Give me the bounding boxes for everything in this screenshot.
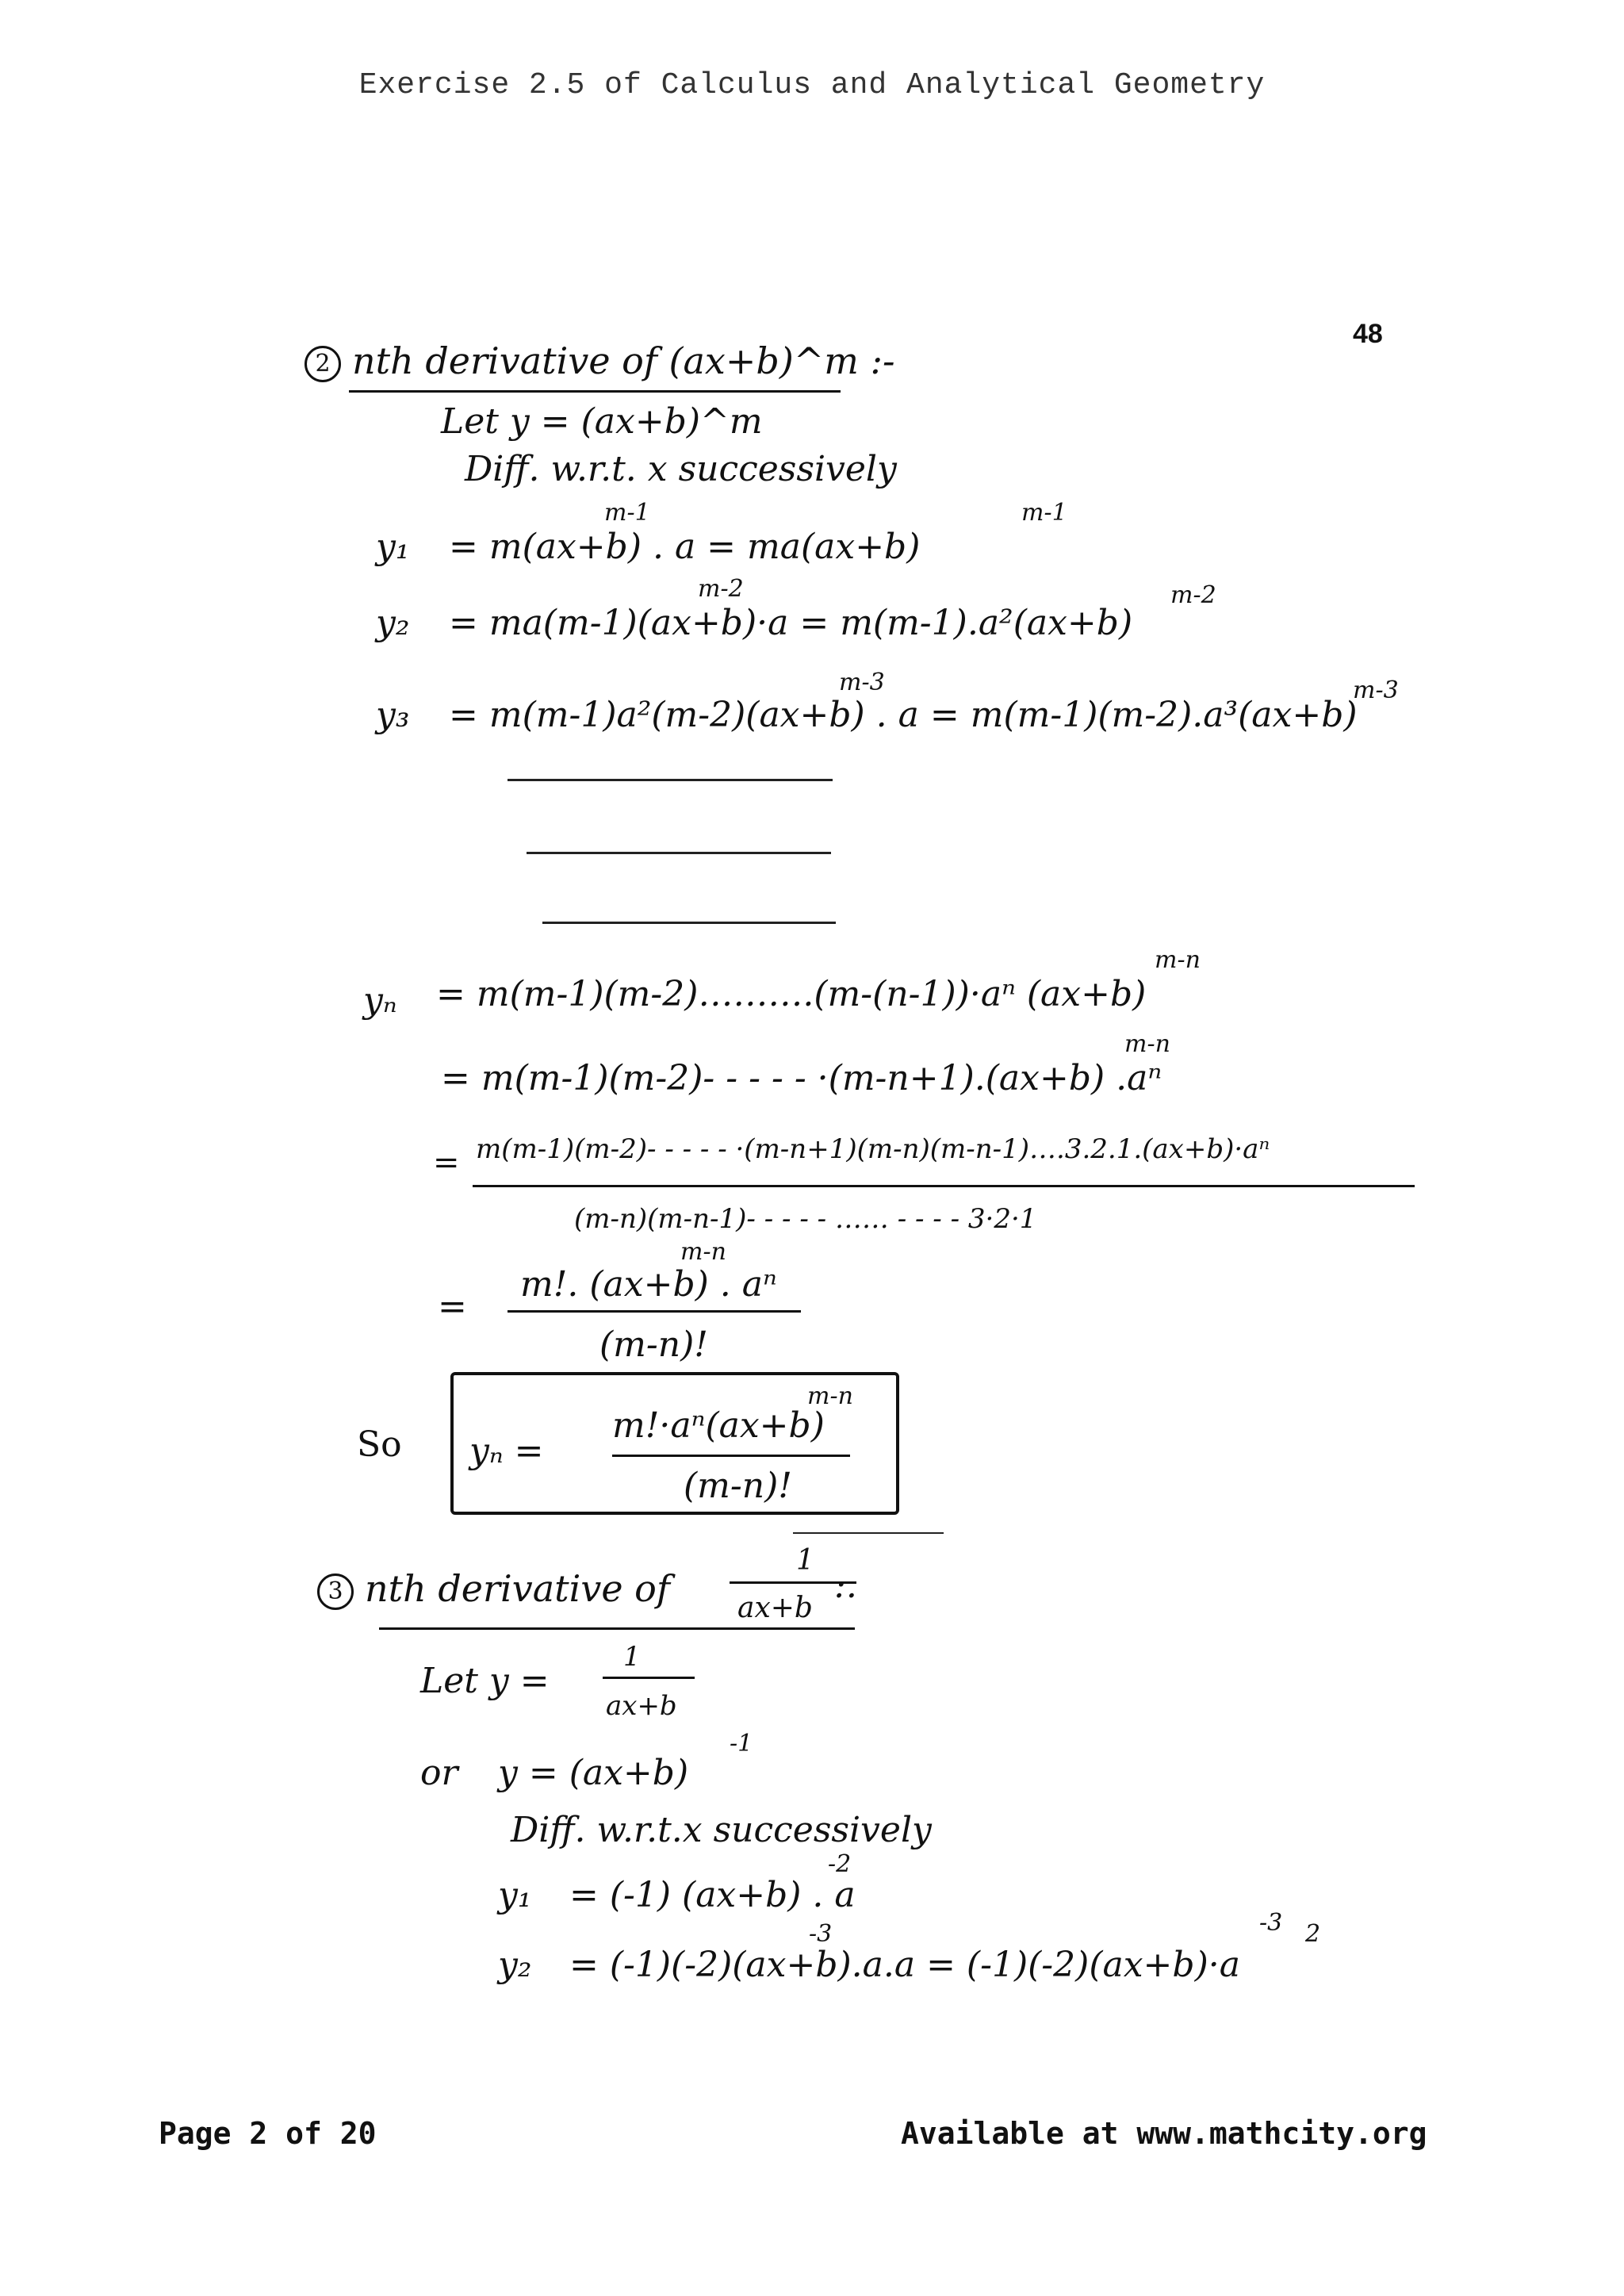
q2-yn-line4-exp: m-n <box>680 1238 726 1266</box>
q3-let-bar <box>603 1677 695 1679</box>
q3-title-frac-num: 1 <box>796 1544 814 1577</box>
q2-yn-line4-num: m!. (ax+b) . aⁿ <box>520 1264 777 1305</box>
q2-yn-line4-den: (m-n)! <box>599 1324 708 1365</box>
q3-number-circle: 3 <box>317 1573 354 1610</box>
q2-y3-exp2: m-3 <box>1353 677 1399 704</box>
q3-y2-exp2: -3 <box>1259 1909 1283 1937</box>
page-header: Exercise 2.5 of Calculus and Analytical Geometry <box>358 68 1266 102</box>
q3-title-underline <box>379 1627 855 1630</box>
q2-yn-line4-bar <box>508 1310 801 1313</box>
q2-y1-lhs: y₁ <box>376 527 410 567</box>
q2-boxed-den: (m-n)! <box>684 1466 792 1506</box>
q3-title-text: nth derivative of <box>365 1567 670 1610</box>
q3-y1-lhs: y₁ <box>498 1875 532 1915</box>
q3-diff: Diff. w.r.t.x successively <box>511 1810 932 1850</box>
q2-title-underline <box>349 390 841 393</box>
q2-boxed-lhs: yₙ = <box>469 1431 544 1471</box>
q2-y1-exp2: m-1 <box>1021 499 1067 527</box>
q3-y1: = (-1) (ax+b) . a <box>569 1875 856 1915</box>
page-number-mark: 48 <box>1353 319 1383 349</box>
q2-boxed-exp: m-n <box>807 1382 853 1410</box>
q2-y2-lhs: y₂ <box>376 603 410 643</box>
q2-y3: = m(m-1)a²(m-2)(ax+b) . a = m(m-1)(m-2).a³(ax+b) <box>449 695 1358 735</box>
q2-y2-exp2: m-2 <box>1170 581 1216 609</box>
continuation-line-1 <box>508 779 833 781</box>
q3-y2: = (-1)(-2)(ax+b).a.a = (-1)(-2)(ax+b)·a <box>569 1945 1240 1985</box>
q3-let: Let y = <box>420 1661 550 1701</box>
q3-title-tail: :. <box>834 1566 857 1606</box>
q3-y2-exp3: 2 <box>1305 1920 1321 1948</box>
q2-y2-exp1: m-2 <box>698 575 744 603</box>
q2-let: Let y = (ax+b)^m <box>441 401 763 442</box>
continuation-line-3 <box>542 922 836 924</box>
q2-yn-line3-eq: = <box>433 1144 460 1181</box>
q2-yn-line3-bar <box>473 1185 1415 1187</box>
q2-yn-line4-eq: = <box>438 1286 467 1327</box>
footer-source: Available at www.mathcity.org <box>901 2116 1427 2151</box>
q3-y2-lhs: y₂ <box>498 1945 532 1985</box>
q2-boxed-bar <box>612 1455 850 1457</box>
q2-diff: Diff. w.r.t. x successively <box>465 449 897 489</box>
q3-or: or <box>420 1753 458 1793</box>
q3-or-exp: -1 <box>730 1730 753 1757</box>
q2-title <box>304 339 895 382</box>
q3-y1-exp: -2 <box>828 1850 852 1878</box>
q3-let-den: ax+b <box>606 1690 677 1722</box>
q2-title-text: nth derivative of (ax+b)^m :- <box>352 339 895 382</box>
q2-yn-line1: = m(m-1)(m-2)……….(m-(n-1))·aⁿ (ax+b) <box>436 974 1147 1014</box>
q2-yn-line3-num: m(m-1)(m-2)- - - - - ·(m-n+1)(m-n)(m-n-1)….3.2.1.(ax+b)·aⁿ <box>476 1133 1270 1165</box>
continuation-line-2 <box>527 852 831 854</box>
q2-yn-line2: = m(m-1)(m-2)- - - - - ·(m-n+1).(ax+b) .aⁿ <box>441 1058 1162 1098</box>
q2-boxed-num: m!·aⁿ(ax+b) <box>612 1405 825 1446</box>
q2-so-label: So <box>357 1424 402 1465</box>
q3-let-num: 1 <box>623 1641 641 1673</box>
q2-y1-exp1: m-1 <box>604 499 650 527</box>
q2-yn-line1-exp: m-n <box>1155 946 1201 974</box>
q3-title <box>317 1567 670 1610</box>
q3-y2-exp1: -3 <box>809 1920 833 1948</box>
q2-y3-exp1: m-3 <box>839 669 885 696</box>
q2-y1: = m(ax+b) . a = ma(ax+b) <box>449 527 921 567</box>
q2-y3-lhs: y₃ <box>376 695 410 735</box>
q2-yn-lhs: yₙ <box>363 980 397 1021</box>
q3-title-frac-den: ax+b <box>737 1592 813 1624</box>
q3-or-eq: y = (ax+b) <box>498 1753 689 1793</box>
q2-yn-line2-exp: m-n <box>1124 1030 1170 1058</box>
footer-page-indicator: Page 2 of 20 <box>159 2116 377 2151</box>
q2-y2: = ma(m-1)(ax+b)·a = m(m-1).a²(ax+b) <box>449 603 1133 643</box>
section-separator <box>793 1532 944 1534</box>
q2-yn-line3-den: (m-n)(m-n-1)- - - - - …… - - - - 3·2·1 <box>574 1203 1037 1235</box>
q2-number-circle: 2 <box>304 346 341 382</box>
